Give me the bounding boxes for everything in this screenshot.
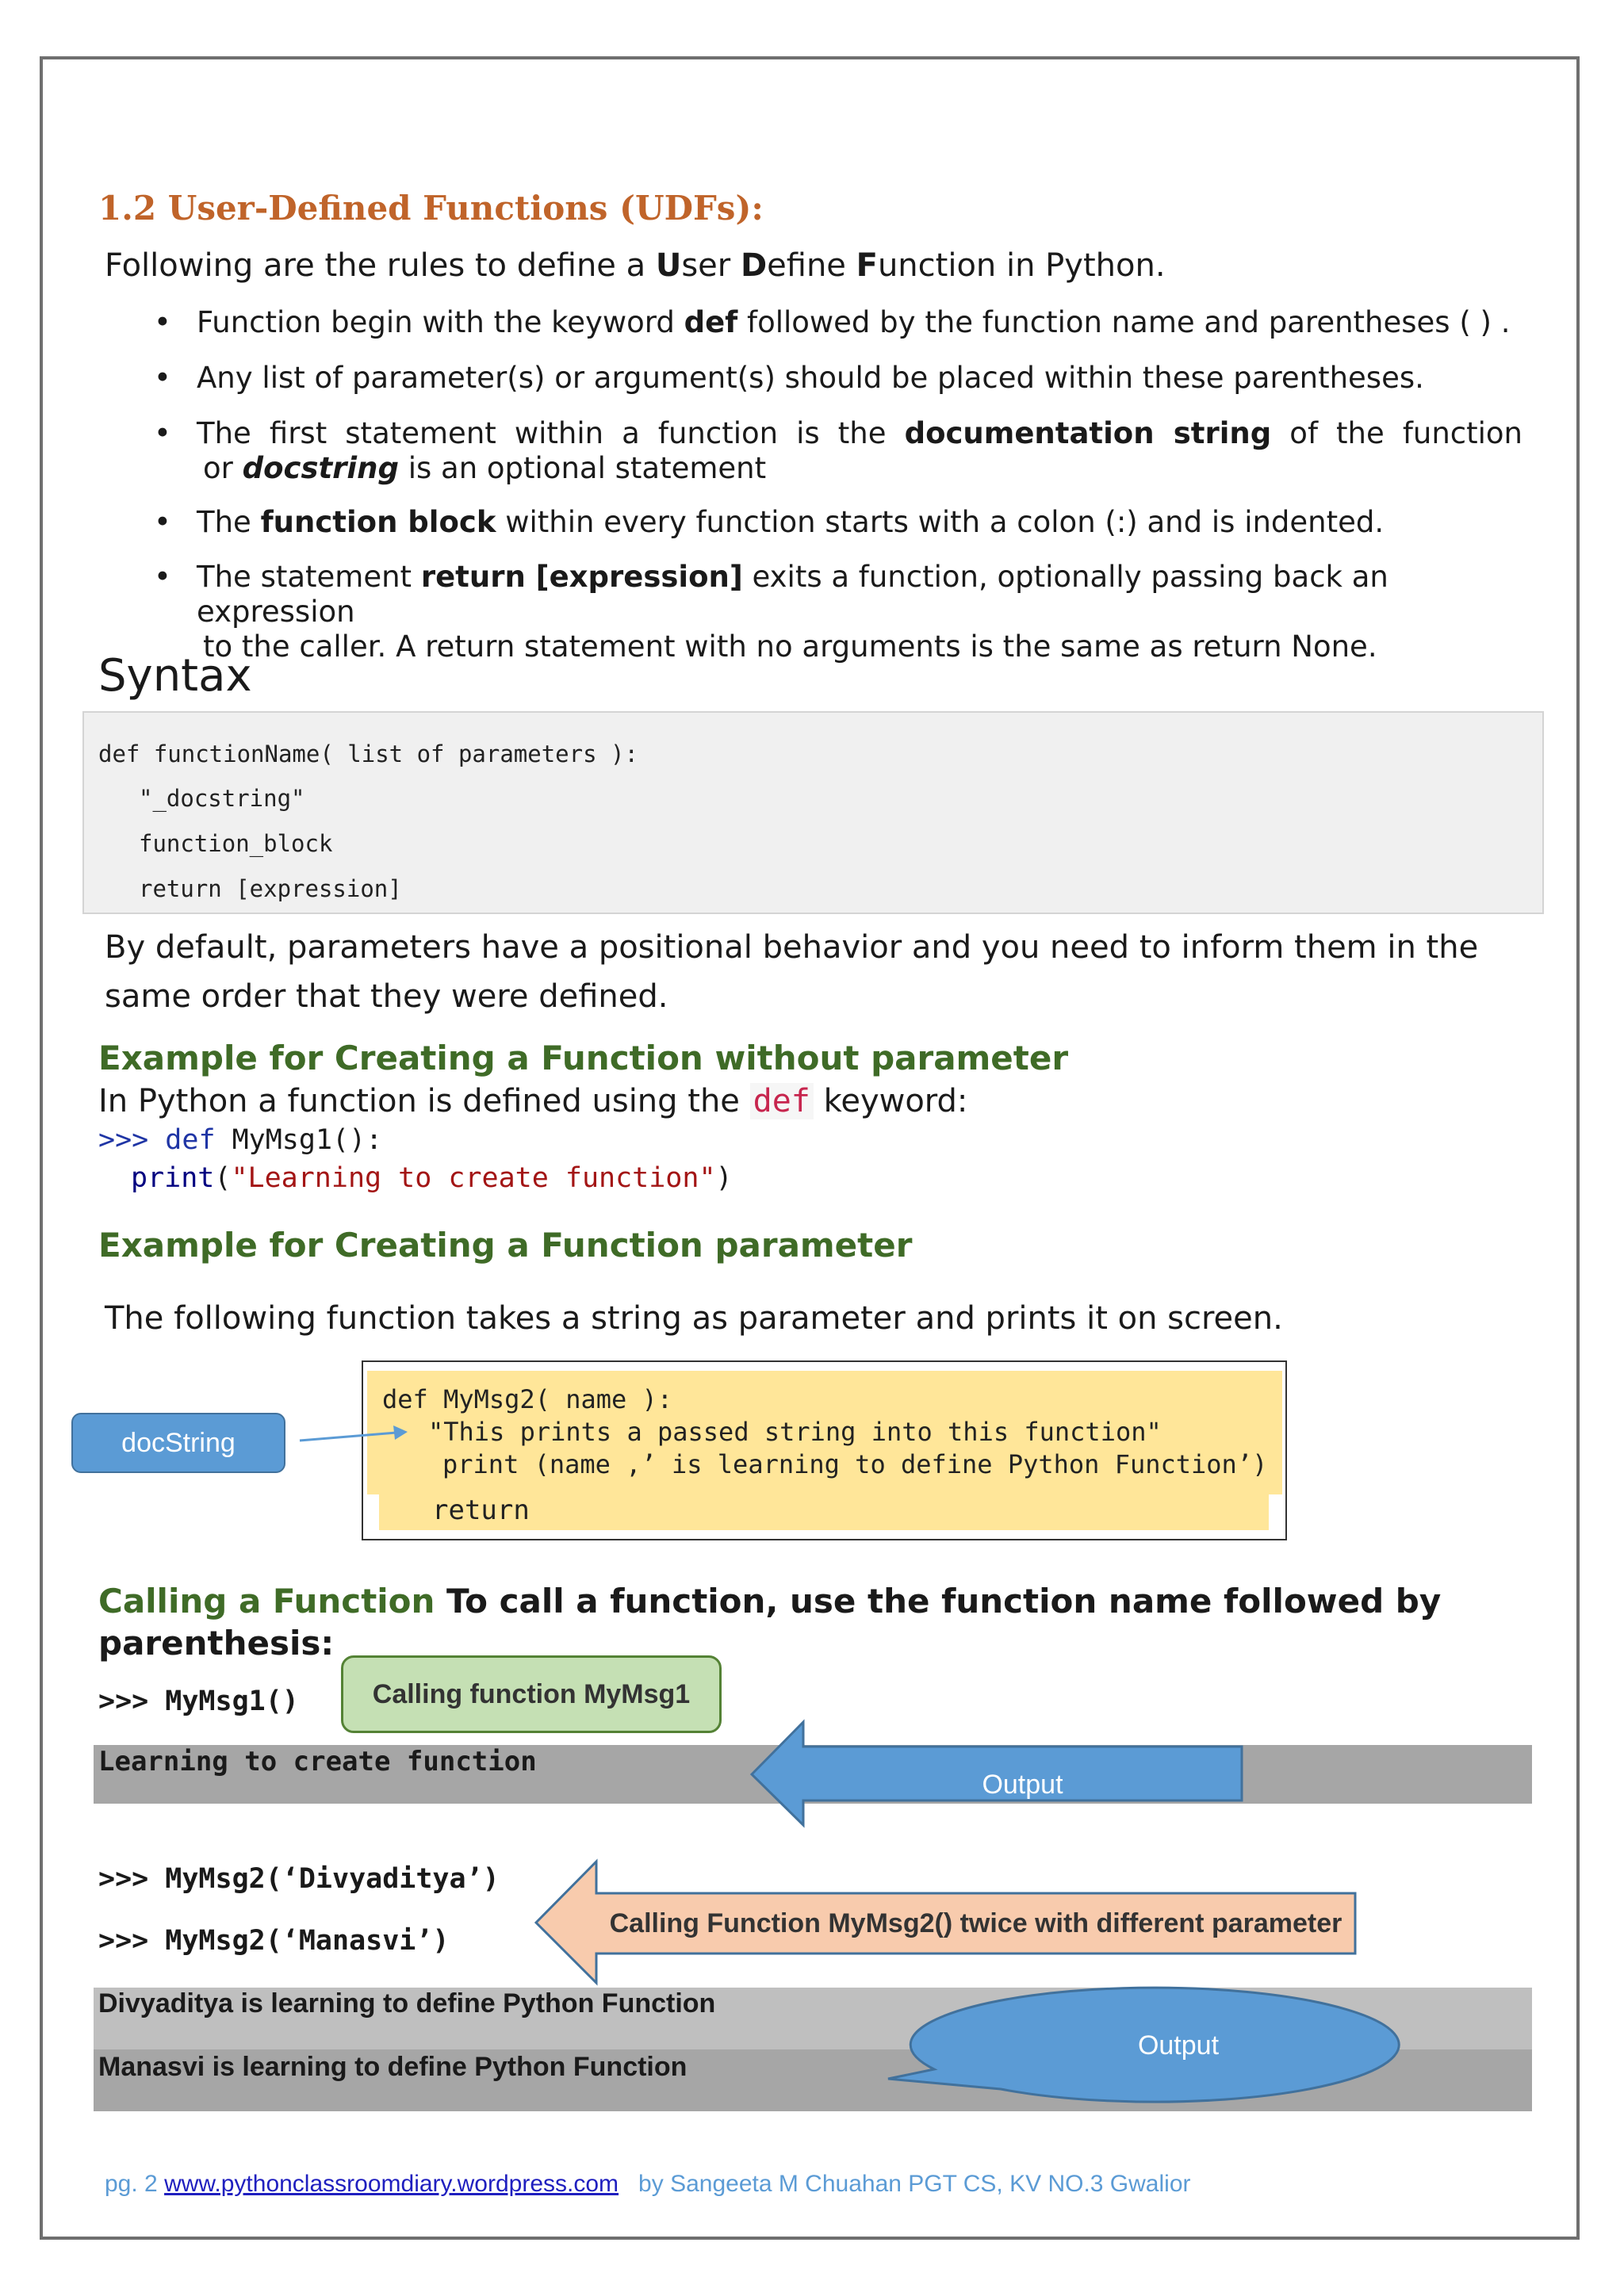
footer-page: pg. 2	[105, 2171, 165, 2197]
code-line: def MyMsg2( name ):	[382, 1384, 673, 1414]
example1-heading: Example for Creating a Function without parameter	[98, 1039, 1069, 1077]
call1-prompt: >>> MyMsg1()	[98, 1686, 299, 1717]
call2b-prompt: >>> MyMsg2(‘Manasvi’)	[98, 1925, 450, 1957]
list-item: • Function begin with the keyword def followed by the function name and parentheses ( ) .	[154, 305, 1511, 339]
output2-label: Output	[1137, 2030, 1220, 2061]
call1-callout: Calling function MyMsg1	[341, 1655, 722, 1733]
docstring-callout: docString	[71, 1413, 285, 1473]
code-line: return	[432, 1494, 530, 1526]
list-item: • The first statement within a function is the documentation string of the function or docstring is an optional statement	[154, 416, 1522, 485]
example1-code-line1: >>> def MyMsg1():	[98, 1124, 383, 1156]
intro-line: Following are the rules to define a User Define Function in Python.	[105, 247, 1166, 284]
code-line: function_block	[139, 830, 333, 857]
syntax-heading: Syntax	[98, 650, 252, 702]
output1-text: Learning to create function	[98, 1746, 537, 1777]
section-title: 1.2 User-Defined Functions (UDFs):	[98, 189, 764, 228]
list-item: • Any list of parameter(s) or argument(s) should be placed within these parentheses.	[154, 361, 1424, 395]
example1-description: In Python a function is defined using the def keyword:	[98, 1083, 968, 1119]
positional-paragraph-line2: same order that they were defined.	[105, 978, 668, 1015]
calling-heading-line2: parenthesis:	[98, 1624, 335, 1663]
list-item: • The function block within every function starts with a colon (:) and is indented.	[154, 505, 1385, 539]
calling-heading-line1: Calling a Function To call a function, use the function name followed by	[98, 1582, 1442, 1621]
example2-description: The following function takes a string as parameter and prints it on screen.	[105, 1300, 1283, 1337]
footer-link[interactable]: www.pythonclassroomdiary.wordpress.com	[164, 2171, 619, 2197]
output1-label: Output	[982, 1770, 1063, 1800]
docstring-arrow-head	[393, 1425, 408, 1440]
output2b-text: Manasvi is learning to define Python Function	[98, 2052, 688, 2082]
call2a-prompt: >>> MyMsg2(‘Divyaditya’)	[98, 1863, 500, 1895]
docstring-arrow	[300, 1433, 396, 1441]
code-line: "_docstring"	[139, 785, 305, 812]
code-line: def functionName( list of parameters ):	[98, 740, 638, 767]
footer-credit: by Sangeeta M Chuahan PGT CS, KV NO.3 Gwalior	[619, 2171, 1191, 2197]
code-line: return [expression]	[139, 875, 402, 902]
positional-paragraph-line1: By default, parameters have a positional behavior and you need to inform them in the	[105, 929, 1479, 966]
output2a-text: Divyaditya is learning to define Python Function	[98, 1988, 716, 2019]
code-line: print (name ,’ is learning to define Python Function’)	[442, 1449, 1268, 1479]
example1-code-line2: print("Learning to create function")	[131, 1162, 733, 1194]
code-line: "This prints a passed string into this function"	[428, 1417, 1162, 1447]
call2-callout-text: Calling Function MyMsg2() twice with different parameter	[609, 1908, 1342, 1938]
example2-heading: Example for Creating a Function parameter	[98, 1226, 913, 1265]
footer	[105, 2171, 1191, 2198]
list-item: • The statement return [expression] exits a function, optionally passing back an expression to the caller. A return statement with no arguments is the same as return None.	[154, 560, 1388, 664]
